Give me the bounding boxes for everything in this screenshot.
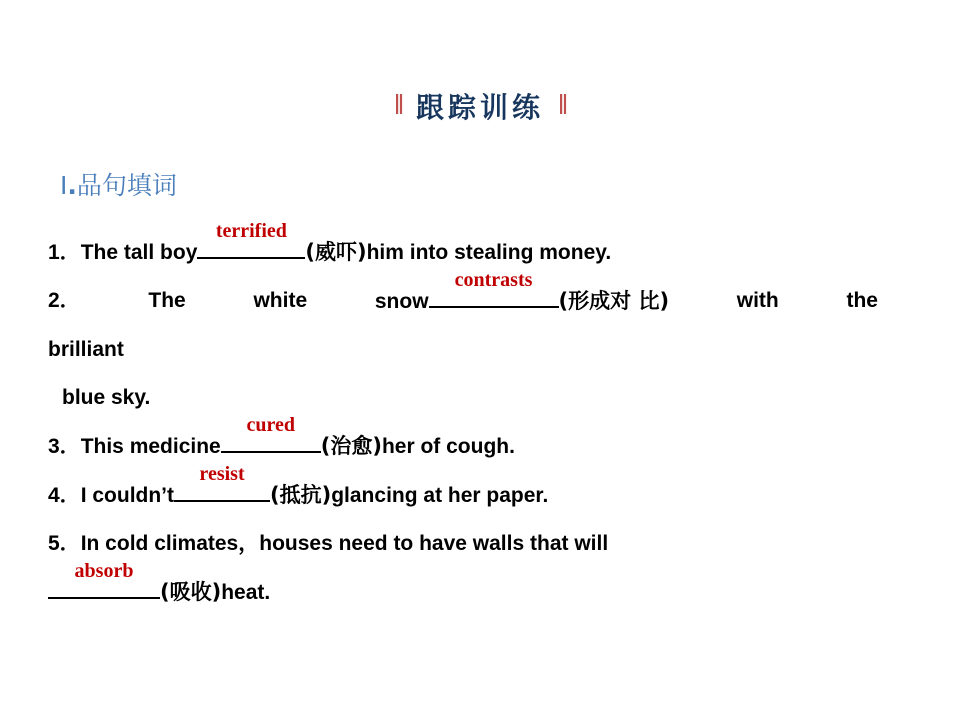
item-hint: (吸收)	[160, 580, 222, 604]
item-hint: (抵抗)	[270, 483, 332, 507]
item-wrap-text: brilliant	[48, 338, 124, 361]
list-item	[48, 414, 918, 471]
item-hint: (威吓)	[305, 240, 367, 264]
section-label: 品句填词	[76, 171, 177, 200]
item-wrap-text: blue sky.	[62, 386, 151, 409]
answer-text: contrasts	[454, 269, 533, 291]
answer-text: cured	[246, 414, 295, 436]
item-word: the	[846, 289, 878, 312]
title-right-bar: ‖	[558, 90, 566, 121]
answer-blank[interactable]	[197, 220, 305, 259]
list-item	[48, 269, 878, 326]
item-text-before: This medicine	[80, 435, 221, 458]
item-number: 2．	[48, 289, 81, 312]
section-dot: .	[67, 171, 77, 200]
item-text-before: The tall boy	[80, 241, 198, 264]
item-wrap-line	[48, 326, 918, 374]
page-title	[0, 86, 960, 126]
item-word: The	[148, 289, 186, 312]
item-word: with	[736, 289, 779, 312]
answer-text: absorb	[74, 560, 134, 582]
item-text-after: glancing at her paper.	[331, 484, 549, 507]
answer-text: terrified	[215, 220, 287, 242]
item-number: 5．	[48, 532, 81, 555]
section-number: Ⅰ	[60, 173, 68, 200]
item-number: 3．	[48, 435, 81, 458]
title-left-bar: ‖	[394, 90, 402, 121]
list-item	[48, 520, 918, 568]
answer-blank[interactable]	[174, 463, 270, 502]
item-text-before: In cold climates，houses need to have walls that will	[80, 532, 609, 555]
item-number: 1．	[48, 241, 81, 264]
item-wrap-line	[48, 560, 918, 617]
item-hint: (治愈)	[320, 434, 382, 458]
item-text-after: heat.	[221, 581, 271, 604]
item-number: 4．	[48, 484, 81, 507]
answer-blank[interactable]	[48, 560, 160, 599]
item-text-after: him into stealing money.	[366, 241, 612, 264]
item-text-after: her of cough.	[381, 435, 515, 458]
item-word: white	[253, 289, 308, 312]
exercise-list	[48, 220, 918, 617]
section-heading	[60, 166, 177, 202]
answer-text: resist	[199, 463, 245, 485]
title-label: 跟踪训练	[415, 91, 544, 124]
answer-blank[interactable]	[429, 269, 559, 308]
item-hint: (形成对 比)	[558, 289, 670, 313]
list-item	[48, 463, 918, 520]
item-text-before: I couldn’t	[80, 484, 175, 507]
item-word: snow	[374, 290, 429, 313]
item-wrap-line	[62, 374, 918, 422]
